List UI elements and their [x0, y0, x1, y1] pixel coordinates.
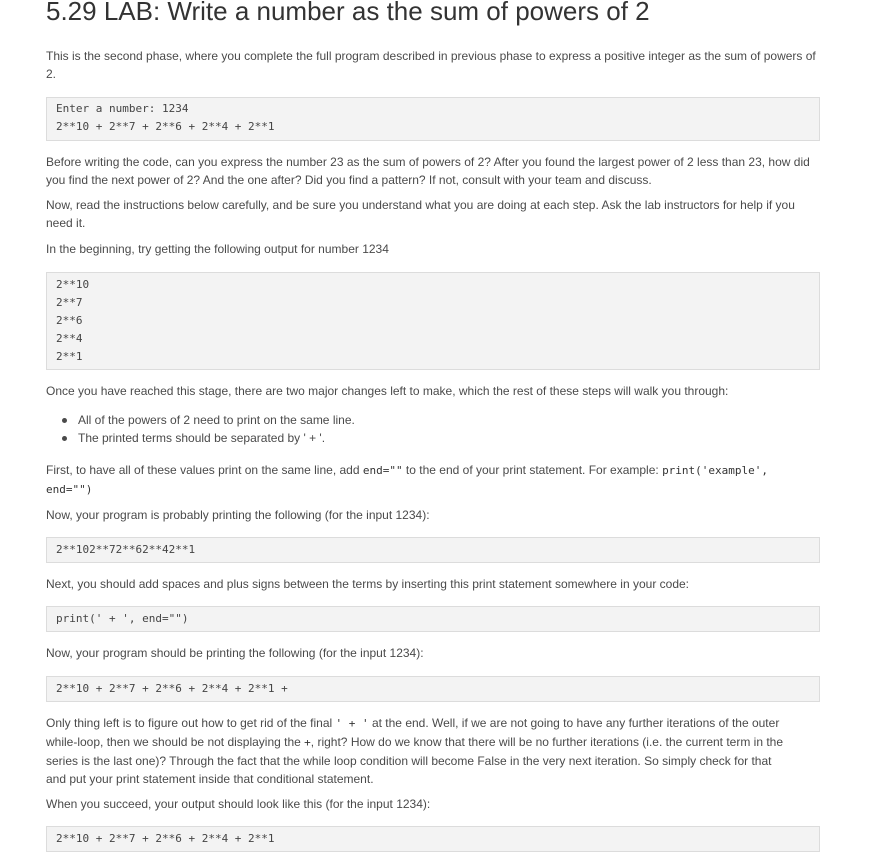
- final-paragraph: Only thing left is to figure out how to get rid of the final ' + ' at the end. Well, if we are not going to have any further iterations of the outer while-loop, then we should be not displaying the +, right? How do we know that there will be no further iterations (i.e. the current term in the series is the last one)? Through the fact that the while loop condition will become False in the very next iteration. So simply check for that and put your print statement inside that conditional statement.: [46, 716, 784, 786]
- changes-list: [46, 411, 355, 447]
- initial-output-line: 2**7: [56, 296, 83, 309]
- inline-code: end="": [362, 464, 403, 477]
- next-step-paragraph: Next, you should add spaces and plus signs between the terms by inserting this print statement somewhere in your code:: [46, 577, 690, 591]
- inline-code: +: [304, 736, 311, 749]
- initial-output-line: 2**10: [56, 278, 90, 291]
- print-code-box: [46, 606, 820, 632]
- sample-run-code-box: [46, 97, 820, 141]
- bullet-icon: [62, 436, 67, 441]
- first-step-paragraph: First, to have all of these values print on the same line, add end="" to the end of your print statement. For example: print('example', end=""): [46, 463, 769, 496]
- final-output-code-box: [46, 826, 820, 852]
- print-code-line: print(' + ', end=""): [56, 612, 189, 625]
- instructions-paragraph: Now, read the instructions below carefully, and be sure you understand what you are doing at each step. Ask the lab instructors for help if you need it.: [46, 198, 795, 230]
- initial-output-line: 2**1: [56, 350, 83, 363]
- page-title: 5.29 LAB: Write a number as the sum of powers of 2: [46, 0, 650, 26]
- sample-run-line-2: 2**10 + 2**7 + 2**6 + 2**4 + 2**1: [56, 120, 275, 133]
- probably-printing-paragraph: Now, your program is probably printing the following (for the input 1234):: [46, 508, 430, 522]
- should-print-paragraph: Now, your program should be printing the following (for the input 1234):: [46, 646, 424, 660]
- concat-output-line: 2**102**72**62**42**1: [56, 543, 196, 556]
- inline-code: end=""): [46, 483, 93, 496]
- list-item: All of the powers of 2 need to print on the same line.: [46, 411, 355, 429]
- concat-output-code-box: [46, 537, 820, 563]
- question-paragraph: Before writing the code, can you express the number 23 as the sum of powers of 2? After you found the largest power of 2 less than 23, how did you find the next power of 2? And the one after? Did you find a pattern? If not, consult with your team and discuss.: [46, 155, 810, 187]
- beginning-paragraph: In the beginning, try getting the following output for number 1234: [46, 242, 389, 256]
- succeed-paragraph: When you succeed, your output should look like this (for the input 1234):: [46, 797, 431, 811]
- sample-run-line-1: Enter a number: 1234: [56, 102, 189, 115]
- inline-code: print('example',: [662, 464, 769, 477]
- final-output-line: 2**10 + 2**7 + 2**6 + 2**4 + 2**1: [56, 832, 275, 845]
- inline-code: ' + ': [335, 717, 369, 730]
- intro-paragraph: This is the second phase, where you complete the full program described in previous phase to express a positive integer as the sum of powers of 2.: [46, 49, 816, 81]
- list-item: The printed terms should be separated by ' + '.: [46, 429, 355, 447]
- bullet-icon: [62, 418, 67, 423]
- initial-output-line: 2**4: [56, 332, 83, 345]
- trailing-output-code-box: [46, 676, 820, 702]
- two-changes-paragraph: Once you have reached this stage, there are two major changes left to make, which the rest of these steps will walk you through:: [46, 384, 729, 398]
- trailing-output-line: 2**10 + 2**7 + 2**6 + 2**4 + 2**1 +: [56, 682, 288, 695]
- initial-output-line: 2**6: [56, 314, 83, 327]
- initial-output-code-box: [46, 272, 820, 370]
